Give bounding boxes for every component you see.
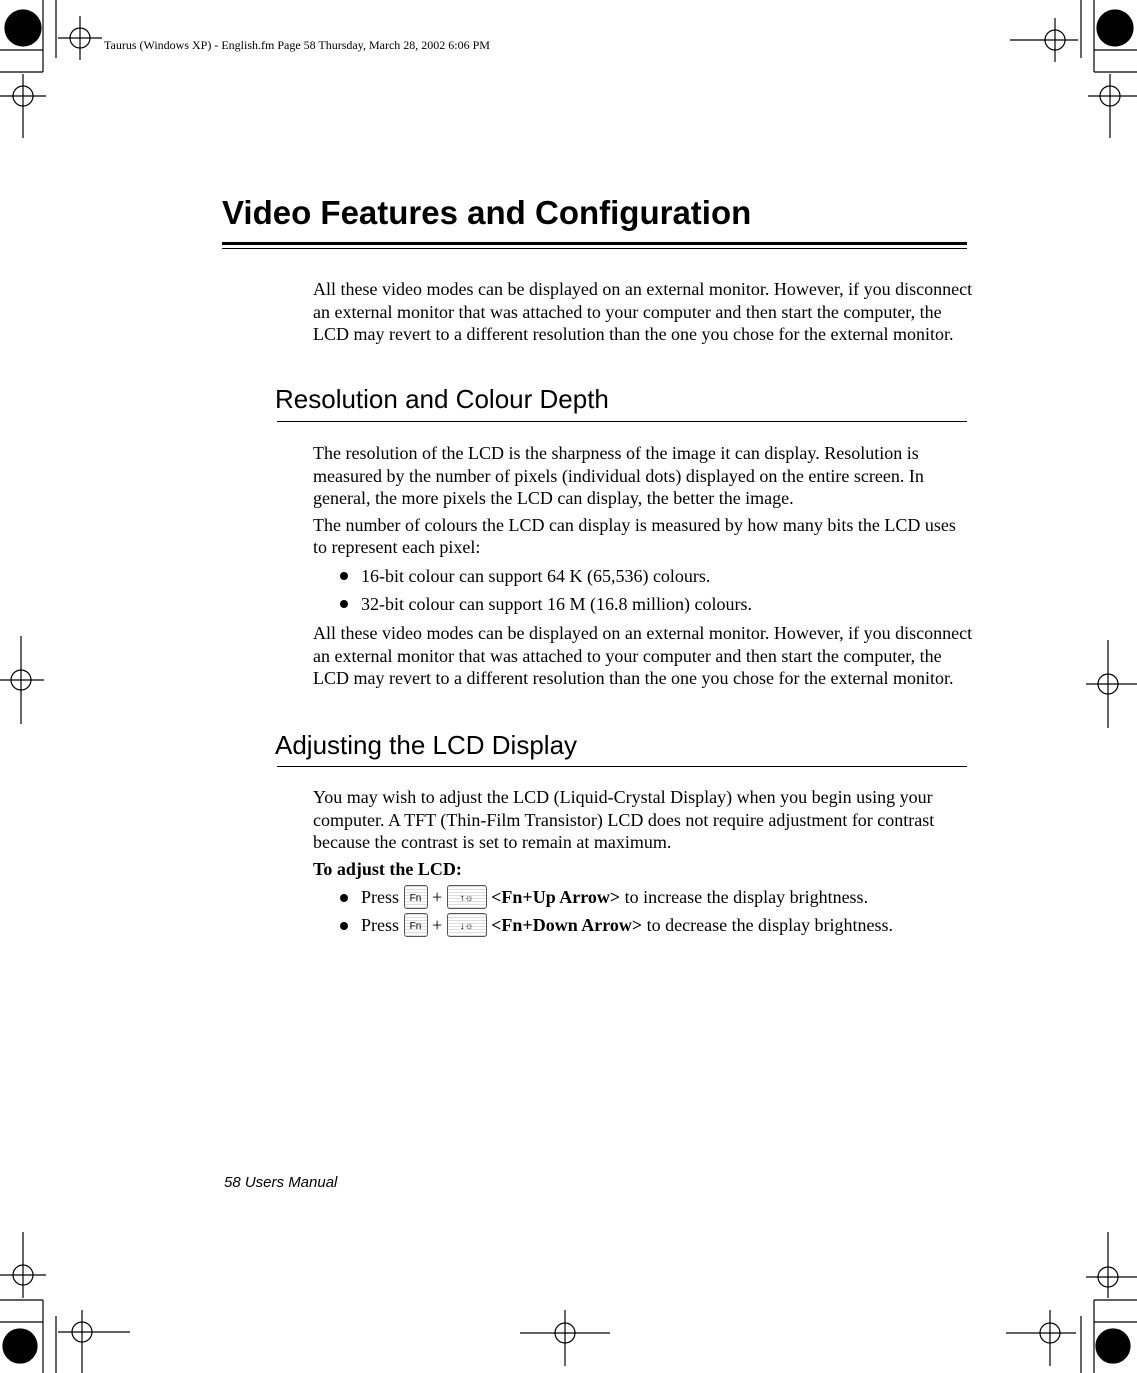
bullet-dot [340,572,348,580]
fn-key-icon: Fn [404,885,428,909]
bullet-dot [340,600,348,608]
page-slug: Taurus (Windows XP) - English.fm Page 58 Thursday, March 28, 2002 6:06 PM [104,38,490,52]
up-arrow-brightness-key-icon: ↑☼ [447,885,487,909]
section-heading-resolution: Resolution and Colour Depth [275,384,609,414]
down-arrow-brightness-key-icon: ↓☼ [447,913,487,937]
bullet-dot [340,922,348,930]
page-footer: 58 Users Manual [224,1174,338,1191]
section-rule [277,421,967,422]
step-increase: Press Fn + ↑☼ <Fn+Up Arrow> to increase the display brightness. [361,887,869,907]
fn-key-icon: Fn [404,913,428,937]
bullet-item: 32-bit colour can support 16 M (16.8 million) colours. [361,594,752,614]
bullet-dot [340,894,348,902]
page-title: Video Features and Configuration [222,194,752,231]
section-heading-adjusting: Adjusting the LCD Display [275,730,578,760]
intro-paragraph: All these video modes can be displayed on an external monitor. However, if you disconnect an external monitor that was attached to your computer and then start the computer, the LCD may revert to a different resolution than the one you chose for the external monitor. [313,279,973,344]
resolution-paragraph: The resolution of the LCD is the sharpness of the image it can display. Resolution is measured by the number of pixels (individual dots) displayed on the entire screen. In general, the more pixels the LCD can display, the better the image. The number of colours the LCD can display is measured by how many bits the LCD uses to represent each pixel: [313,443,956,557]
title-rule [222,242,967,245]
section-rule [277,766,967,767]
bullet-item: 16-bit colour can support 64 K (65,536) colours. [361,566,711,586]
external-monitor-paragraph: All these video modes can be displayed on an external monitor. However, if you disconnect an external monitor that was attached to your computer and then start the computer, the LCD may revert to a different resolution than the one you chose for the external monitor. [313,623,973,688]
adjust-paragraph: You may wish to adjust the LCD (Liquid-Crystal Display) when you begin using your computer. A TFT (Thin-Film Transistor) LCD does not require adjustment for contrast because the contrast is set to remain at maximum. To adjust the LCD: [313,786,973,880]
title-rule-thin [222,248,967,249]
step-decrease: Press Fn + ↓☼ <Fn+Down Arrow> to decrease the display brightness. [361,915,894,935]
procedure-title: To adjust the LCD: [313,858,462,879]
